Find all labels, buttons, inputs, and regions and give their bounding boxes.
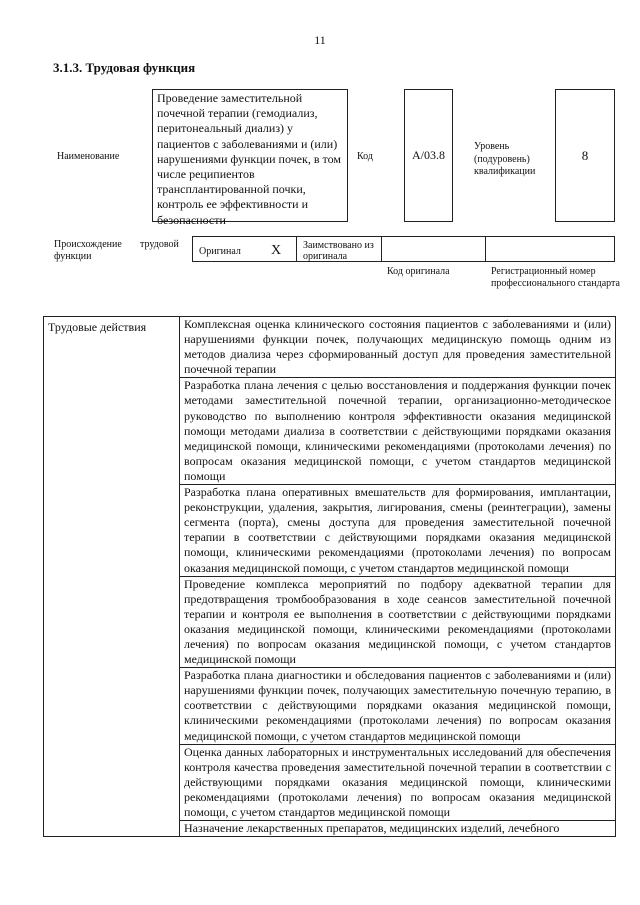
- labor-action-item: Разработка плана лечения с целью восстановления и поддержания функции почек методами заместительной почечной терапии, организационно-методическое руководство по выполнению контроля эффективности оказания медицинской помощи методами диализа в соответствии с действующими порядками оказания медицинской помощи, клиническими рекомендациями (протоколами лечения) по вопросам оказания медицинской помощи, с учетом стандартов медицинской помощи: [180, 378, 615, 485]
- origin-table: [192, 236, 615, 262]
- labor-action-item: Разработка плана диагностики и обследования пациентов с заболеваниями и (или) нарушениями функции почек, получающих заместительную почечную терапию, в соответствии с действующими порядками оказания медицинской помощи, клиническими рекомендациями (протоколами лечения) по вопросам оказания медицинской помощи, с учетом стандартов медицинской помощи: [180, 668, 615, 744]
- labor-action-item: Назначение лекарственных препаратов, медицинских изделий, лечебного: [184, 821, 560, 836]
- borrowed-cell: [297, 237, 382, 261]
- borrowed-label: Заимствовано из оригинала: [303, 240, 374, 262]
- qualification-level-box: [555, 89, 615, 222]
- labor-action-item: Проведение комплекса мероприятий по подбору адекватной терапии для предотвращения тромбообразования в ходе сеансов заместительной почечной терапии и контроля ее выполнения в соответствии с действующими порядками оказания медицинской помощи, клиническими рекомендациями (протоколами лечения) по вопросам оказания медицинской помощи, с учетом стандартов медицинской помощи: [180, 577, 615, 669]
- origin-label: Происхождение трудовой функции: [54, 239, 179, 262]
- registration-number-cell: [486, 237, 614, 261]
- original-code-caption: Код оригинала: [387, 266, 450, 277]
- labor-actions-table: [43, 316, 616, 837]
- labor-action-item: Комплексная оценка клинического состояния пациентов с заболеваниями и (или) нарушениями функции почек, получающих медицинскую помощь одним из методов диализа через сформированный доступ для проведения заместительной почечной терапии: [180, 317, 615, 378]
- labor-actions-label: Трудовые действия: [44, 317, 180, 837]
- page-number: 11: [314, 33, 326, 47]
- section-title: 3.1.3. Трудовая функция: [53, 60, 196, 75]
- registration-number-caption: Регистрационный номер профессионального стандарта: [491, 266, 620, 289]
- code-value: А/03.8: [412, 148, 445, 162]
- name-label: Наименование: [57, 151, 120, 162]
- original-label: Оригинал: [199, 246, 241, 257]
- function-name-box: Проведение заместительной почечной терапии (гемодиализ, перитонеальный диализ) у пациентов с заболеваниями и (или) нарушениями функции почек, в том числе реципиентов трансплантированной почки, контроль ее эффективности и безопасности: [152, 89, 348, 222]
- original-cell: [193, 237, 297, 261]
- labor-action-item: Разработка плана оперативных вмешательств для формирования, имплантации, реконструкции, удаления, закрытия, лигирования, смены (реинтеграции), замены сегмента (порта), смены доступа для проведения заместительной почечной терапии в соответствии с действующими порядками оказания медицинской помощи, клиническими рекомендациями (протоколами лечения) по вопросам оказания медицинской помощи, с учетом стандартов медицинской помощи: [180, 485, 615, 577]
- code-box: [404, 89, 453, 222]
- qualification-level-label: Уровень (подуровень) квалификации: [474, 141, 536, 177]
- labor-action-item: Оценка данных лабораторных и инструментальных исследований для обеспечения контроля качества проведения заместительной почечной терапии в соответствии с действующими порядками оказания медицинской помощи, клиническими рекомендациями (протоколами лечения) по вопросам оказания медицинской помощи, с учетом стандартов медицинской помощи: [180, 745, 615, 821]
- labor-actions-list: [180, 317, 616, 837]
- original-mark: X: [271, 243, 282, 258]
- code-label: Код: [357, 151, 373, 162]
- original-code-cell: [382, 237, 486, 261]
- qualification-level-value: 8: [581, 147, 589, 163]
